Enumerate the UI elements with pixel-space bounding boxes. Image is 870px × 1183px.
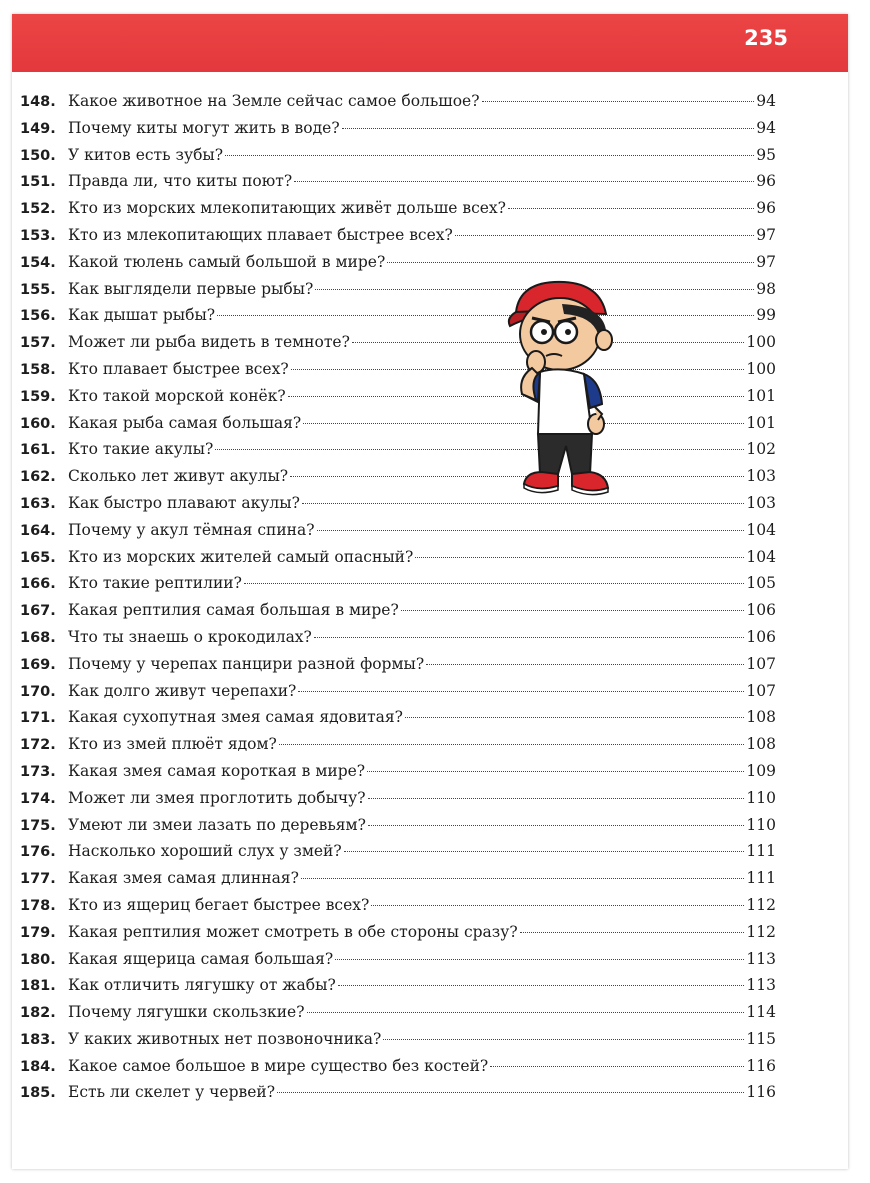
toc-entry [20,923,776,950]
toc-entry-number: 160. [20,415,56,432]
toc-entry [20,521,776,548]
toc-entry-title: Какое животное на Земле сейчас самое большое? [68,92,480,110]
book-page [12,14,848,1169]
toc-entry-page: 103 [746,493,776,512]
toc-entry [20,789,776,816]
toc-entry [20,360,776,387]
toc-entry [20,226,776,253]
toc-entry-page: 116 [746,1056,776,1075]
toc-entry-number: 182. [20,1005,56,1022]
toc-entry-title: Как отличить лягушку от жабы? [68,976,336,995]
toc-dot-leader [217,315,754,316]
toc-dot-leader [520,932,745,933]
toc-entry [20,92,776,119]
toc-entry-number: 164. [20,522,56,539]
toc-entry-title: Кто из морских жителей самый опасный? [68,547,414,566]
toc-entry-page: 106 [746,627,776,646]
toc-dot-leader [279,744,745,745]
toc-dot-leader [277,1092,744,1093]
toc-entry-number: 151. [20,174,56,191]
toc-entry-title: Умеют ли змеи лазать по деревьям? [68,815,366,834]
toc-dot-leader [215,449,744,450]
toc-entry-number: 150. [20,147,56,164]
toc-entry-number: 173. [20,763,56,780]
toc-entry-page: 104 [746,520,776,539]
toc-entry-title: Как дышат рыбы? [68,306,216,325]
toc-dot-leader [455,235,754,236]
toc-entry-page: 101 [746,413,776,432]
toc-entry-number: 161. [20,442,56,459]
toc-entry-number: 181. [20,978,56,995]
toc-entry-page: 100 [746,333,776,352]
toc-dot-leader [307,1012,745,1013]
toc-entry-number: 158. [20,361,56,378]
toc-entry [20,1083,776,1110]
toc-dot-leader [367,771,744,772]
toc-entry [20,976,776,1003]
toc-entry [20,762,776,789]
toc-entry [20,467,776,494]
toc-dot-leader [368,798,745,799]
toc-entry-number: 157. [20,335,56,352]
toc-entry [20,842,776,869]
toc-entry-number: 172. [20,737,56,754]
toc-entry-title: Как долго живут черепахи? [68,681,297,700]
toc-entry-page: 101 [746,386,776,405]
toc-entry [20,655,776,682]
toc-entry-page: 96 [756,199,776,218]
toc-entry [20,387,776,414]
toc-entry-number: 159. [20,388,56,405]
toc-entry-number: 177. [20,871,56,888]
toc-entry-title: Кто такой морской конёк? [68,386,286,405]
toc-entry-number: 179. [20,924,56,941]
toc-entry [20,1057,776,1084]
toc-entry-number: 169. [20,656,56,673]
toc-entry-title: Почему лягушки скользкие? [68,1003,305,1022]
toc-entry-number: 155. [20,281,56,298]
toc-dot-leader [415,557,744,558]
toc-entry [20,333,776,360]
toc-entry-page: 98 [756,279,776,298]
toc-dot-leader [344,851,745,852]
toc-entry-number: 178. [20,897,56,914]
toc-entry-title: Какая сухопутная змея самая ядовитая? [68,708,403,727]
toc-entry [20,601,776,628]
toc-dot-leader [405,717,744,718]
toc-entry-page: 97 [756,252,776,271]
toc-entry-page: 107 [746,654,776,673]
toc-entry-page: 107 [746,681,776,700]
toc-entry-title: Какая змея самая короткая в мире? [68,761,366,780]
toc-dot-leader [426,664,744,665]
toc-entry-title: Почему киты могут жить в воде? [68,118,340,137]
toc-entry-page: 112 [746,922,776,941]
toc-entry-number: 163. [20,495,56,512]
toc-entry [20,146,776,173]
toc-entry-page: 96 [756,172,776,191]
toc-entry [20,869,776,896]
toc-entry-page: 102 [746,440,776,459]
toc-entry-page: 108 [746,735,776,754]
toc-entry-number: 184. [20,1058,56,1075]
toc-entry [20,896,776,923]
toc-entry-title: Правда ли, что киты поют? [68,172,293,191]
toc-entry-title: Может ли змея проглотить добычу? [68,788,366,807]
toc-entry-number: 153. [20,227,56,244]
toc-entry-page: 94 [756,118,776,137]
toc-dot-leader [225,155,754,156]
toc-entry-title: Кто из морских млекопитающих живёт дольше всех? [68,199,506,218]
toc-dot-leader [301,878,745,879]
toc-entry [20,816,776,843]
toc-entry-number: 162. [20,469,56,486]
toc-dot-leader [401,610,745,611]
toc-entry-title: Как быстро плавают акулы? [68,493,300,512]
toc-entry-title: Какая рептилия может смотреть в обе стороны сразу? [68,922,518,941]
toc-entry-page: 112 [746,895,776,914]
toc-entry-title: Кто из змей плюёт ядом? [68,735,277,754]
toc-entry-page: 114 [746,1003,776,1022]
toc-dot-leader [338,985,745,986]
toc-entry-page: 113 [746,976,776,995]
toc-dot-leader [490,1066,744,1067]
toc-entry-number: 175. [20,817,56,834]
toc-entry-title: Какой тюлень самый большой в мире? [68,252,386,271]
toc-entry-number: 170. [20,683,56,700]
toc-dot-leader [342,128,755,129]
toc-entry-title: Какая рептилия самая большая в мире? [68,601,399,620]
toc-entry-number: 165. [20,549,56,566]
toc-entry [20,950,776,977]
toc-entry-page: 99 [756,306,776,325]
toc-entry-page: 104 [746,547,776,566]
toc-entry-title: Кто из млекопитающих плавает быстрее всех? [68,225,453,244]
toc-entry-number: 149. [20,120,56,137]
toc-entry-title: Какая рыба самая большая? [68,413,302,432]
toc-entry-title: Может ли рыба видеть в темноте? [68,333,350,352]
toc-entry [20,414,776,441]
toc-entry [20,280,776,307]
toc-entry-number: 185. [20,1085,56,1102]
toc-entry-title: Почему у акул тёмная спина? [68,520,315,539]
toc-dot-leader [314,637,745,638]
toc-dot-leader [368,825,745,826]
toc-entry-title: Как выглядели первые рыбы? [68,279,314,298]
toc-entry-title: Кто из ящериц бегает быстрее всех? [68,895,370,914]
toc-entry-title: Почему у черепах панцири разной формы? [68,654,425,673]
toc-dot-leader [482,101,755,102]
toc-entry-number: 154. [20,254,56,271]
toc-entry-number: 167. [20,603,56,620]
toc-entry-title: Есть ли скелет у червей? [68,1083,276,1102]
toc-entry [20,1030,776,1057]
toc-entry [20,682,776,709]
toc-entry [20,628,776,655]
toc-entry [20,199,776,226]
toc-entry [20,708,776,735]
toc-entry-page: 111 [746,869,776,888]
toc-entry-title: Кто такие акулы? [68,440,214,459]
toc-entry-page: 108 [746,708,776,727]
toc-entry-number: 174. [20,790,56,807]
toc-entry-page: 115 [746,1029,776,1048]
toc-entry-number: 152. [20,201,56,218]
thinking-boy-illustration [502,274,622,504]
toc-entry-title: Кто такие рептилии? [68,574,242,593]
toc-entry [20,735,776,762]
toc-entry-number: 180. [20,951,56,968]
toc-entry-page: 113 [746,949,776,968]
toc-dot-leader [317,530,745,531]
toc-entry-page: 100 [746,359,776,378]
toc-dot-leader [294,181,754,182]
toc-entry-page: 105 [746,574,776,593]
table-of-contents [20,92,776,1110]
toc-entry-title: У китов есть зубы? [68,145,224,164]
toc-entry-number: 183. [20,1031,56,1048]
toc-entry-number: 176. [20,844,56,861]
toc-dot-leader [371,905,744,906]
toc-dot-leader [298,691,744,692]
toc-entry-number: 166. [20,576,56,593]
toc-entry [20,253,776,280]
toc-dot-leader [383,1039,744,1040]
toc-entry-number: 156. [20,308,56,325]
toc-entry-page: 95 [756,145,776,164]
toc-dot-leader [335,959,744,960]
toc-entry [20,306,776,333]
toc-entry-page: 109 [746,761,776,780]
toc-entry-page: 110 [746,815,776,834]
toc-entry-number: 168. [20,629,56,646]
toc-entry [20,574,776,601]
toc-entry-page: 116 [746,1083,776,1102]
toc-entry-title: Кто плавает быстрее всех? [68,359,289,378]
toc-entry-page: 103 [746,467,776,486]
toc-entry-number: 148. [20,94,56,110]
toc-entry-title: Сколько лет живут акулы? [68,467,289,486]
toc-entry-title: Какая змея самая длинная? [68,869,299,888]
header-band [12,14,848,72]
toc-entry [20,1003,776,1030]
toc-entry-title: У каких животных нет позвоночника? [68,1029,382,1048]
toc-entry [20,172,776,199]
toc-entry-number: 171. [20,710,56,727]
page-number: 235 [744,26,788,50]
toc-entry-page: 106 [746,601,776,620]
toc-dot-leader [244,583,744,584]
toc-entry-page: 94 [756,92,776,110]
toc-entry [20,548,776,575]
toc-entry-page: 111 [746,842,776,861]
toc-dot-leader [508,208,754,209]
toc-entry-page: 97 [756,225,776,244]
toc-entry [20,119,776,146]
toc-entry-title: Что ты знаешь о крокодилах? [68,627,312,646]
toc-entry [20,494,776,521]
toc-entry-title: Насколько хороший слух у змей? [68,842,342,861]
toc-dot-leader [387,262,754,263]
toc-entry-title: Какое самое большое в мире существо без костей? [68,1056,489,1075]
toc-entry-page: 110 [746,788,776,807]
toc-entry-title: Какая ящерица самая большая? [68,949,334,968]
toc-entry [20,440,776,467]
